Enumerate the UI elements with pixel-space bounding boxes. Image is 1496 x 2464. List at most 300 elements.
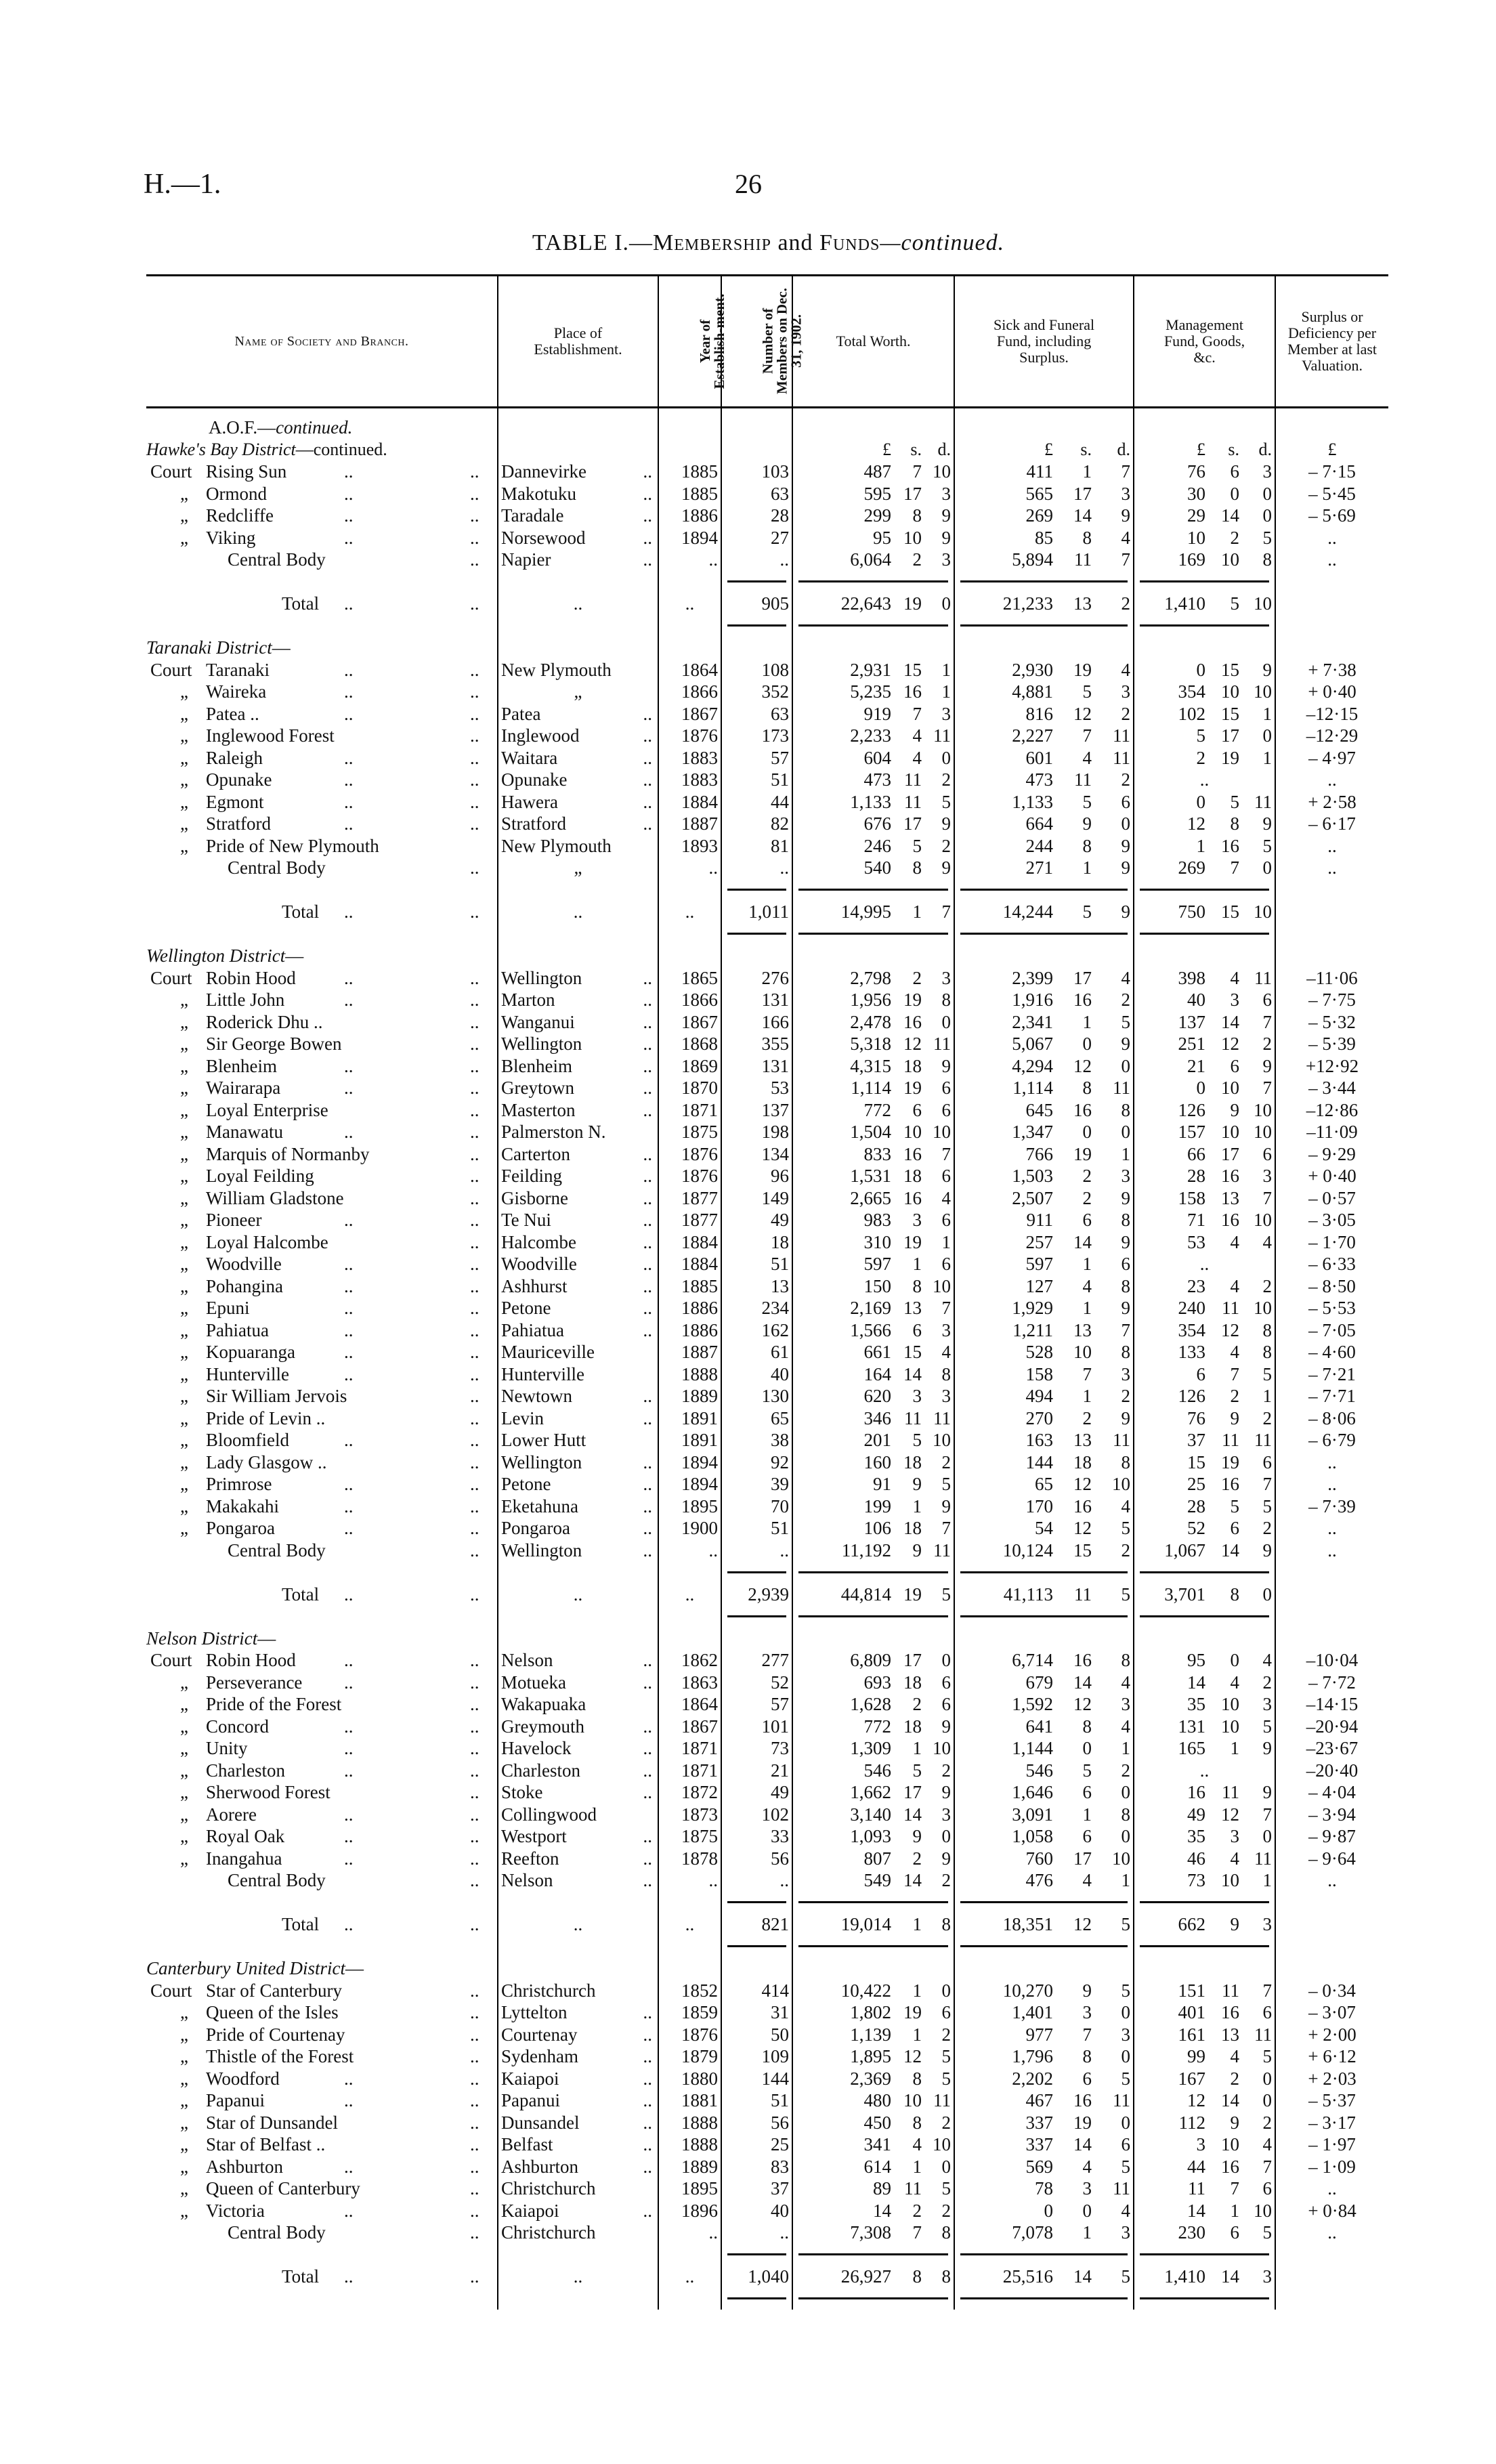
empty-cell <box>924 1628 954 1650</box>
table-row <box>146 1539 1388 1562</box>
empty-cell <box>924 637 954 659</box>
empty-cell <box>1275 945 1388 967</box>
empty-cell <box>1134 1628 1208 1650</box>
sick-fund-shillings: 9 <box>1082 813 1092 834</box>
branch-name: Aorere <box>206 1804 257 1825</box>
branch-name: Pohangina <box>206 1275 283 1296</box>
place-cell <box>498 1825 658 1848</box>
leader-dots: .. <box>344 1650 354 1670</box>
management-pence: 2 <box>1242 2112 1275 2134</box>
branch-name-cell <box>146 1495 498 1518</box>
total-worth-pence: 6 <box>924 1672 954 1694</box>
heading-roman: —continued. <box>295 439 387 459</box>
sick-fund-pounds: 565 <box>1025 483 1054 504</box>
sick-fund-pence: 9 <box>1094 1297 1134 1319</box>
sick-fund-pounds: 158 <box>1025 1363 1054 1384</box>
total-worth-pence: 8 <box>924 2222 954 2244</box>
total-worth-pounds: 604 <box>863 747 891 768</box>
rule-cell <box>721 571 792 593</box>
branch-name: Viking <box>206 527 256 548</box>
place-name: Wellington <box>501 967 582 988</box>
table-row <box>146 1781 1388 1804</box>
sick-fund-pounds: 10,270 <box>1002 1980 1054 2001</box>
empty-cell <box>498 2244 658 2266</box>
total-worth-pounds: 2,169 <box>850 1298 891 1318</box>
total-worth-shillings: 10 <box>903 527 922 548</box>
branch-name-cell <box>146 1077 498 1099</box>
place-name: Norsewood <box>501 527 586 548</box>
surplus-per-member: .. <box>1327 835 1337 856</box>
empty-cell <box>1275 615 1388 637</box>
branch-name-cell <box>146 857 498 879</box>
place-cell <box>498 813 658 835</box>
branch-name: Little John <box>206 990 285 1010</box>
total-worth-pence: 10 <box>924 1429 954 1451</box>
empty-cell <box>498 439 658 461</box>
branch-name-cell <box>146 1737 498 1760</box>
header-total-worth: Total Worth. <box>792 276 954 408</box>
place-cell <box>498 1253 658 1275</box>
leader-dots: .. <box>643 1099 652 1120</box>
place-name: Wellington <box>501 1451 582 1472</box>
total-worth-pounds: 597 <box>863 1254 891 1274</box>
rule-cell <box>1134 923 1275 946</box>
total-worth-shillings: 8 <box>912 2112 922 2133</box>
members: 18 <box>721 1231 792 1254</box>
empty-cell <box>1208 1957 1242 1980</box>
sick-fund-shillings-total: 14 <box>1073 2266 1092 2287</box>
place-name: Patea <box>501 703 541 724</box>
sick-fund-shillings: 14 <box>1073 2134 1092 2154</box>
management-pounds: 354 <box>1178 681 1206 702</box>
table-row <box>146 835 1388 857</box>
management-pence: 3 <box>1242 1693 1275 1716</box>
leader-dots: .. <box>344 505 354 526</box>
place-name: Pahiatua <box>501 1319 564 1340</box>
table-row <box>146 1275 1388 1298</box>
leader-dots: .. <box>470 747 479 768</box>
surplus-per-member: +12·92 <box>1305 1055 1359 1076</box>
total-worth-pence: 2 <box>924 835 954 857</box>
management-shillings: 15 <box>1221 703 1240 724</box>
branch-name-cell <box>146 1275 498 1298</box>
header-sick-fund: Sick and Funeral Fund, including Surplus. <box>954 276 1134 408</box>
surplus-per-member: – 9·29 <box>1308 1143 1356 1164</box>
year: 1887 <box>658 1341 721 1363</box>
members: 57 <box>721 1693 792 1716</box>
sick-fund-shillings: 1 <box>1082 857 1092 878</box>
empty-cell <box>1275 1892 1388 1914</box>
branch-name: Loyal Enterprise <box>206 1099 328 1120</box>
table-row <box>146 1253 1388 1275</box>
total-worth-pounds: 7,308 <box>850 2222 891 2243</box>
unit-label: £ <box>1197 439 1206 459</box>
total-worth-shillings: 16 <box>903 1143 922 1164</box>
branch-name: Ormond <box>206 483 267 504</box>
sick-fund-shillings: 1 <box>1082 1254 1092 1274</box>
sick-fund-shillings: 0 <box>1082 1738 1092 1758</box>
leader-dots: .. <box>643 1539 652 1560</box>
management-shillings: 4 <box>1230 1672 1240 1693</box>
management-shillings: 5 <box>1230 791 1240 812</box>
management-shillings: 11 <box>1222 1430 1240 1450</box>
year: 1889 <box>658 1385 721 1407</box>
total-worth-shillings: 5 <box>912 835 922 856</box>
management-pounds: 10 <box>1187 527 1206 548</box>
total-worth-shillings: 11 <box>904 769 922 790</box>
total-worth-pounds: 150 <box>863 1275 891 1296</box>
ditto-mark: „ <box>180 747 188 768</box>
surplus-per-member: + 2·58 <box>1308 791 1356 812</box>
management-shillings: 19 <box>1221 1451 1240 1472</box>
empty-cell <box>146 417 498 439</box>
sick-fund-shillings: 19 <box>1073 659 1092 680</box>
leader-dots: .. <box>470 1011 479 1032</box>
management-shillings: 16 <box>1221 1166 1240 1186</box>
leader-dots: .. <box>344 1914 354 1934</box>
place-name: Eketahuna <box>501 1495 578 1516</box>
total-worth-pounds: 91 <box>873 1474 891 1494</box>
sick-fund-shillings: 8 <box>1082 527 1092 548</box>
branch-name-cell <box>146 461 498 483</box>
members: 27 <box>721 527 792 549</box>
empty-cell <box>498 615 658 637</box>
surplus-per-member: .. <box>1327 769 1337 790</box>
sick-fund-pounds: 1,144 <box>1012 1738 1054 1758</box>
total-worth-pounds: 549 <box>863 1870 891 1890</box>
ditto-mark: „ <box>180 2178 188 2199</box>
ditto-mark: „ <box>574 857 582 878</box>
surplus-per-member: – 7·71 <box>1308 1386 1356 1406</box>
sick-fund-shillings: 15 <box>1073 1539 1092 1560</box>
management-pence: 4 <box>1242 1231 1275 1254</box>
surplus-per-member: – 1·97 <box>1308 2134 1356 2154</box>
management-pounds: 25 <box>1187 1474 1206 1494</box>
empty-cell <box>498 1628 658 1650</box>
leader-dots: .. <box>470 2178 479 2199</box>
ditto-mark: „ <box>180 1342 188 1362</box>
empty-cell <box>146 2244 498 2266</box>
table-row <box>146 1495 1388 1518</box>
ditto-mark: „ <box>180 2068 188 2089</box>
ditto-mark: „ <box>180 791 188 812</box>
management-pence: 11 <box>1242 1429 1275 1451</box>
members: 40 <box>721 2200 792 2222</box>
leader-dots: .. <box>643 2134 652 2154</box>
total-worth-pence: 8 <box>924 1363 954 1386</box>
rule-cell <box>792 1892 954 1914</box>
sick-fund-pence: 1 <box>1094 1869 1134 1892</box>
empty-cell <box>954 417 1056 439</box>
total-worth-pence: 11 <box>924 1539 954 1562</box>
total-worth-shillings: 7 <box>912 703 922 724</box>
sick-fund-shillings: 16 <box>1073 1099 1092 1120</box>
leader-dots: .. <box>643 527 652 548</box>
total-worth-pounds: 346 <box>863 1407 891 1428</box>
header-members: Number of Members on Dec. 31, 1902. <box>721 276 792 408</box>
sick-fund-pence: 11 <box>1094 2089 1134 2112</box>
branch-name-cell <box>146 2089 498 2112</box>
branch-name-cell <box>146 1517 498 1539</box>
leader-dots: .. <box>470 1231 479 1252</box>
leader-dots: .. <box>470 1254 479 1274</box>
members: 25 <box>721 2133 792 2156</box>
total-worth-pounds: 487 <box>863 461 891 482</box>
sick-fund-shillings: 4 <box>1082 747 1092 768</box>
management-shillings: 9 <box>1230 1099 1240 1120</box>
empty-cell <box>1242 408 1275 417</box>
total-worth-shillings-total: 1 <box>912 901 922 922</box>
year: .. <box>658 857 721 879</box>
members: 277 <box>721 1649 792 1672</box>
place-cell <box>498 1672 658 1694</box>
members: 103 <box>721 461 792 483</box>
management-shillings: 10 <box>1221 1870 1240 1890</box>
branch-name: Epuni <box>206 1298 250 1318</box>
total-worth-pence: 10 <box>924 1737 954 1760</box>
total-worth-pounds: 310 <box>863 1231 891 1252</box>
management-pounds-total: 750 <box>1178 901 1206 922</box>
rule-cell <box>792 2288 954 2310</box>
empty-cell <box>721 1957 792 1980</box>
place-name: Pongaroa <box>501 1518 570 1538</box>
management-pounds: 46 <box>1187 1848 1206 1869</box>
leader-dots: .. <box>643 1474 652 1494</box>
place-name: Napier <box>501 549 551 570</box>
leader-dots: .. <box>344 681 354 702</box>
table-row <box>146 1760 1388 1782</box>
sick-fund-pence: 2 <box>1094 1539 1134 1562</box>
leader-dots: .. <box>344 703 354 724</box>
place-cell <box>498 747 658 769</box>
members: 131 <box>721 989 792 1011</box>
branch-name-cell <box>146 1473 498 1495</box>
total-worth-pounds: 450 <box>863 2112 891 2133</box>
sick-fund-pence-total: 5 <box>1094 2266 1134 2288</box>
leader-dots: .. <box>470 857 479 878</box>
ditto-mark: „ <box>180 2112 188 2133</box>
leader-dots: .. <box>470 1298 479 1318</box>
total-worth-pence: 9 <box>924 1495 954 1518</box>
year: 1895 <box>658 2178 721 2200</box>
sick-fund-pounds: 528 <box>1025 1342 1054 1362</box>
management-pence: 0 <box>1242 483 1275 505</box>
leader-dots: .. <box>344 2156 354 2177</box>
branch-name: Makakahi <box>206 1495 279 1516</box>
table-row <box>146 725 1388 747</box>
empty-cell <box>498 1892 658 1914</box>
place-cell <box>498 703 658 725</box>
rule-line <box>1140 1945 1269 1947</box>
management-pounds: 230 <box>1178 2222 1206 2243</box>
members: 52 <box>721 1672 792 1694</box>
members: 162 <box>721 1319 792 1342</box>
members: 96 <box>721 1165 792 1187</box>
management-shillings: 12 <box>1221 1319 1240 1340</box>
leader-dots: .. <box>643 990 652 1010</box>
total-worth-shillings: 12 <box>903 2046 922 2066</box>
empty-cell <box>1242 417 1275 439</box>
sick-fund-shillings: 16 <box>1073 1495 1092 1516</box>
table-row <box>146 1649 1388 1672</box>
heading-italic: Nelson District <box>146 1628 258 1649</box>
empty-cell <box>1056 945 1094 967</box>
management-pounds: 158 <box>1178 1187 1206 1208</box>
empty-cell <box>1056 408 1094 417</box>
management-shillings: 11 <box>1222 1782 1240 1802</box>
total-worth-pence: 3 <box>924 967 954 990</box>
leader-dots: .. <box>470 901 479 922</box>
sick-fund-shillings-total: 11 <box>1074 1584 1092 1605</box>
leader-dots: .. <box>470 1980 479 2001</box>
total-worth-pence: 5 <box>924 1473 954 1495</box>
surplus-per-member: –20·40 <box>1306 1760 1359 1781</box>
leader-dots: .. <box>643 1319 652 1340</box>
empty-cell <box>658 1628 721 1650</box>
year: 1896 <box>658 2200 721 2222</box>
sick-fund-pence-total: 5 <box>1094 1913 1134 1936</box>
management-shillings-total: 5 <box>1230 593 1240 614</box>
leader-dots: .. <box>470 2156 479 2177</box>
place-cell <box>498 1231 658 1254</box>
management-pounds: 3 <box>1196 2134 1206 2154</box>
branch-name-cell <box>146 835 498 857</box>
leader-dots: .. <box>470 1474 479 1494</box>
management-pounds: 401 <box>1178 2002 1206 2022</box>
total-worth-shillings: 17 <box>903 483 922 504</box>
branch-name-cell <box>146 1341 498 1363</box>
leader-dots: .. <box>470 1319 479 1340</box>
leader-dots: .. <box>344 659 354 680</box>
place-name: Te Nui <box>501 1210 551 1230</box>
sick-fund-pounds: 244 <box>1025 835 1054 856</box>
management-shillings: 4 <box>1230 1231 1240 1252</box>
rule-line <box>727 2253 786 2255</box>
place-cell <box>498 1473 658 1495</box>
total-worth-shillings: 19 <box>903 2002 922 2022</box>
branch-name: Thistle of the Forest <box>206 2046 354 2066</box>
members: 61 <box>721 1341 792 1363</box>
sick-fund-pounds-total: 21,233 <box>1002 593 1054 614</box>
rule-cell <box>1134 1605 1275 1628</box>
branch-name: Woodford <box>206 2068 280 2089</box>
leader-dots: .. <box>643 1055 652 1076</box>
empty-cell <box>792 945 894 967</box>
year: 1879 <box>658 2045 721 2068</box>
branch-name: Sir William Jervois <box>206 1386 347 1406</box>
table-row <box>146 2222 1388 2244</box>
ditto-mark: „ <box>180 681 188 702</box>
place-name: Palmerston N. <box>501 1122 606 1142</box>
place-name: Nelson <box>501 1870 553 1890</box>
branch-name: Pongaroa <box>206 1518 275 1538</box>
sick-fund-shillings: 4 <box>1082 1870 1092 1890</box>
management-shillings: 17 <box>1221 725 1240 746</box>
branch-name-cell <box>146 1209 498 1231</box>
court-prefix: Court <box>150 967 192 988</box>
management-pounds: 28 <box>1187 1166 1206 1186</box>
place-cell <box>498 1693 658 1716</box>
ditto-mark: „ <box>180 505 188 526</box>
branch-name: Central Body <box>228 549 326 570</box>
management-pence: 6 <box>1242 2178 1275 2200</box>
management-pence: 10 <box>1242 1121 1275 1143</box>
total-worth-shillings: 9 <box>912 1539 922 1560</box>
total-worth-pounds: 2,233 <box>850 725 891 746</box>
branch-name-cell <box>146 527 498 549</box>
leader-dots: .. <box>643 2090 652 2110</box>
empty-cell <box>792 417 894 439</box>
sick-fund-pence: 8 <box>1094 1099 1134 1122</box>
total-members: 1,011 <box>721 901 792 923</box>
unit-label: s. <box>910 439 922 459</box>
rule-line <box>1140 1615 1269 1617</box>
sick-fund-pounds: 1,133 <box>1012 791 1054 812</box>
management-pence: 6 <box>1242 1451 1275 1474</box>
empty-cell <box>1208 408 1242 417</box>
table-row <box>146 505 1388 527</box>
management-pounds: 21 <box>1187 1055 1206 1076</box>
management-shillings: 10 <box>1221 1078 1240 1098</box>
surplus-per-member: + 2·03 <box>1308 2068 1356 2089</box>
leader-dots: .. <box>344 1848 354 1869</box>
management-pounds: .. <box>1134 1760 1275 1782</box>
year: .. <box>658 2266 721 2288</box>
management-pounds: 137 <box>1178 1011 1206 1032</box>
leader-dots: .. <box>470 2046 479 2066</box>
rule-line <box>727 2297 786 2299</box>
total-worth-shillings: 2 <box>912 2200 922 2221</box>
sick-fund-pence: 0 <box>1094 2045 1134 2068</box>
members: 131 <box>721 1055 792 1078</box>
surplus-per-member: – 3·17 <box>1308 2112 1356 2133</box>
document-reference: H.—1. <box>144 169 221 200</box>
table-row <box>146 1429 1388 1451</box>
management-shillings: 14 <box>1221 2090 1240 2110</box>
management-pounds: 12 <box>1187 2090 1206 2110</box>
total-worth-shillings: 18 <box>903 1672 922 1693</box>
empty-cell <box>1275 1605 1388 1628</box>
rule-line <box>1140 889 1269 891</box>
members: 38 <box>721 1429 792 1451</box>
sick-fund-pence: 0 <box>1094 1825 1134 1848</box>
total-worth-pounds: 807 <box>863 1848 891 1869</box>
title-membership: Membership <box>653 230 771 255</box>
leader-dots: .. <box>643 2200 652 2221</box>
ditto-mark: „ <box>180 1187 188 1208</box>
members: 13 <box>721 1275 792 1298</box>
ditto-mark: „ <box>574 681 582 702</box>
place-name: Gisborne <box>501 1187 568 1208</box>
place-name: Courtenay <box>501 2024 578 2045</box>
management-pence: 9 <box>1242 1539 1275 1562</box>
branch-name: Egmont <box>206 791 264 812</box>
management-pounds: 165 <box>1178 1738 1206 1758</box>
rule-line <box>798 580 948 582</box>
total-worth-shillings-total: 19 <box>903 593 922 614</box>
management-pence: 7 <box>1242 1804 1275 1826</box>
heading-italic: Hawke's Bay District <box>146 439 296 459</box>
leader-dots: .. <box>344 747 354 768</box>
surplus-per-member: – 5·32 <box>1308 1011 1356 1032</box>
empty-cell <box>498 1605 658 1628</box>
members: 234 <box>721 1297 792 1319</box>
rule-line <box>798 2253 948 2255</box>
branch-name: Pioneer <box>206 1210 262 1230</box>
branch-name-cell <box>146 2222 498 2244</box>
total-worth-shillings: 14 <box>903 1804 922 1825</box>
rule-line <box>727 889 786 891</box>
